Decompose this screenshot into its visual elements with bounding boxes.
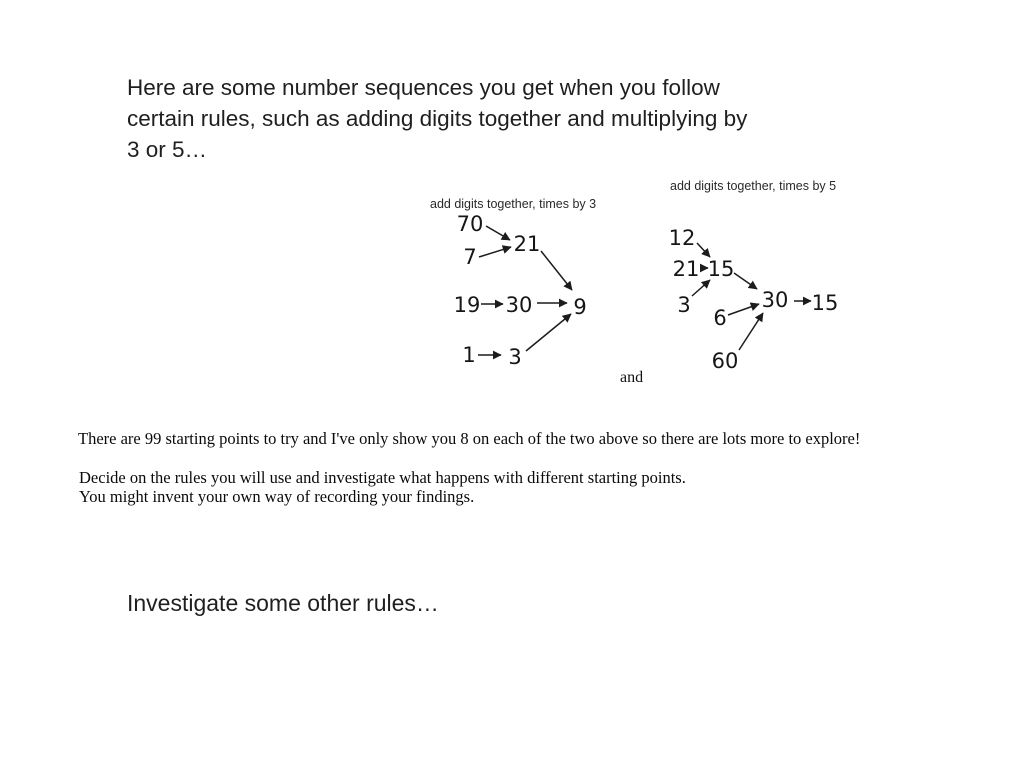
sequence-number-1: 1 [462, 343, 476, 367]
intro-line-3: 3 or 5… [127, 137, 208, 162]
intro-line-1: Here are some number sequences you get when you follow [127, 75, 720, 100]
arrow-3-to-9 [526, 314, 571, 351]
connector-label: and [620, 369, 644, 386]
arrow-21-to-9 [541, 251, 572, 290]
arrow-6-to-30 [728, 304, 759, 315]
intro-line-2: certain rules, such as adding digits together and multiplying by [127, 106, 748, 131]
sequence-number-7: 7 [463, 245, 477, 269]
sequence-number-21: 21 [513, 232, 541, 256]
sequence-number-9: 9 [573, 295, 587, 319]
sequence-number-21: 21 [672, 257, 700, 281]
sequence-number-6: 6 [713, 306, 727, 330]
arrow-12-to-15 [697, 243, 710, 257]
body-paragraph-2: Decide on the rules you will use and investigate what happens with different starting points. [79, 468, 686, 487]
diagram-label-times-by-3: add digits together, times by 3 [430, 197, 597, 211]
sequence-number-15: 15 [707, 257, 735, 281]
arrow-3-to-15 [692, 280, 710, 296]
closing-text: Investigate some other rules… [127, 590, 439, 616]
arrow-70-to-21 [486, 226, 510, 240]
sequence-number-12: 12 [668, 226, 696, 250]
sequence-number-15: 15 [811, 291, 839, 315]
sequence-number-30: 30 [761, 288, 789, 312]
arrow-15-to-30 [734, 273, 757, 289]
sequence-number-60: 60 [711, 349, 739, 373]
arrow-7-to-21 [479, 247, 511, 257]
arrow-60-to-30 [739, 313, 763, 350]
sequence-number-70: 70 [456, 212, 484, 236]
body-paragraph-1: There are 99 starting points to try and I've only show you 8 on each of the two above so there are lots more to explore! [78, 429, 861, 448]
body-paragraph-3: You might invent your own way of recording your findings. [79, 487, 475, 506]
sequence-number-30: 30 [505, 293, 533, 317]
sequence-number-3: 3 [677, 293, 691, 317]
sequence-number-19: 19 [453, 293, 481, 317]
sequence-number-3: 3 [508, 345, 522, 369]
diagram-label-times-by-5: add digits together, times by 5 [670, 179, 837, 193]
